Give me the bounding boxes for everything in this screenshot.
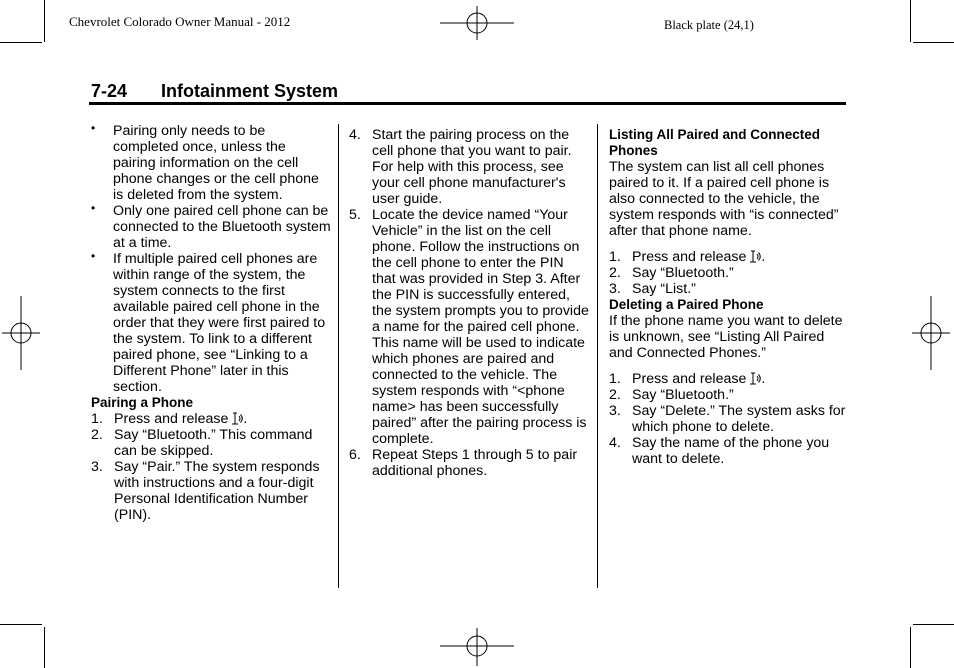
list-item: 1. Press and release . [609,249,766,265]
registration-mark-icon [440,628,514,666]
crop-mark [913,624,954,625]
column-2 [349,127,589,479]
section-heading [91,81,338,102]
column-divider [338,124,339,588]
heading-rule [89,102,846,105]
crop-mark [44,0,45,42]
list-item: 2. Say “Bluetooth.” This command can be skipped. [91,427,313,459]
list-item: 5. Locate the device named “Your Vehicle” in the list on the cell phone. Follow the instructions on the cell phone to enter the PIN that was provided in Step 3. After the PIN is successfully entered, the system prompts you to provide a name for the paired cell phone. This name will be used to indicate which phones are paired and connected to the vehicle. The system responds with “<phone name> has been successfully paired” after the pairing process is complete. [349,207,589,447]
paragraph: The system can list all cell phones paired to it. If a paired cell phone is also connected to the vehicle, the system responds with “is connected” after that phone name. [609,159,839,239]
subheading-pairing: Pairing a Phone [91,395,194,410]
list-item: 4. Start the pairing process on the cell phone that you want to pair. For help with this process, see your cell phone manufacturer's user guide. [349,127,572,207]
paragraph: If the phone name you want to delete is unknown, see “Listing All Paired and Connected Phones.” [609,313,843,361]
list-item: 6. Repeat Steps 1 through 5 to pair additional phones. [349,447,578,479]
list-item: 2. Say “Bluetooth.” [609,387,734,403]
section-title: Infotainment System [161,81,339,101]
list-item: 2. Say “Bluetooth.” [609,265,734,281]
crop-mark [910,627,911,668]
subheading-deleting: Deleting a Paired Phone [609,297,764,312]
manual-title: Chevrolet Colorado Owner Manual - 2012 [69,14,291,29]
list-item: 3. Say “List.” [609,281,696,297]
list-item: 3. Say “Pair.” The system responds with instructions and a four-digit Personal Identification Number (PIN). [91,459,320,523]
crop-mark [44,627,45,668]
list-item: 1. Press and release . [91,411,248,427]
bullet-icon: • [91,249,96,263]
column-divider [597,124,598,588]
crop-mark [913,42,954,43]
list-item: 4. Say the name of the phone you want to delete. [609,435,830,467]
bullet-icon: • [91,121,96,135]
list-item: • If multiple paired cell phones are within range of the system, the system connects to the first available paired cell phone in the order that they were first paired to the system. To link to a different paired phone, see “Linking to a Different Phone” later in this section. [91,249,326,395]
list-item: • Only one paired cell phone can be connected to the Bluetooth system at a time. [91,201,331,251]
list-item: • Pairing only needs to be completed once, unless the pairing information on the cell phone changes or the cell phone is deleted from the system. [91,121,319,203]
column-1 [91,123,331,523]
registration-mark-icon [912,296,950,370]
voice-recognition-icon [231,412,243,425]
registration-mark-icon [440,6,514,40]
registration-mark-icon [2,296,40,370]
plate-label: Black plate (24,1) [664,18,754,32]
voice-recognition-icon [749,372,761,385]
subheading-listing: Listing All Paired and Connected Phones [609,127,821,158]
crop-mark [0,42,42,43]
list-item: 1. Press and release . [609,371,766,387]
bullet-icon: • [91,201,96,215]
voice-recognition-icon [749,250,761,263]
page-number: 7-24 [91,81,128,101]
list-item: 3. Say “Delete.” The system asks for which phone to delete. [609,403,846,435]
crop-mark [0,624,42,625]
crop-mark [910,0,911,42]
column-3 [609,127,849,467]
